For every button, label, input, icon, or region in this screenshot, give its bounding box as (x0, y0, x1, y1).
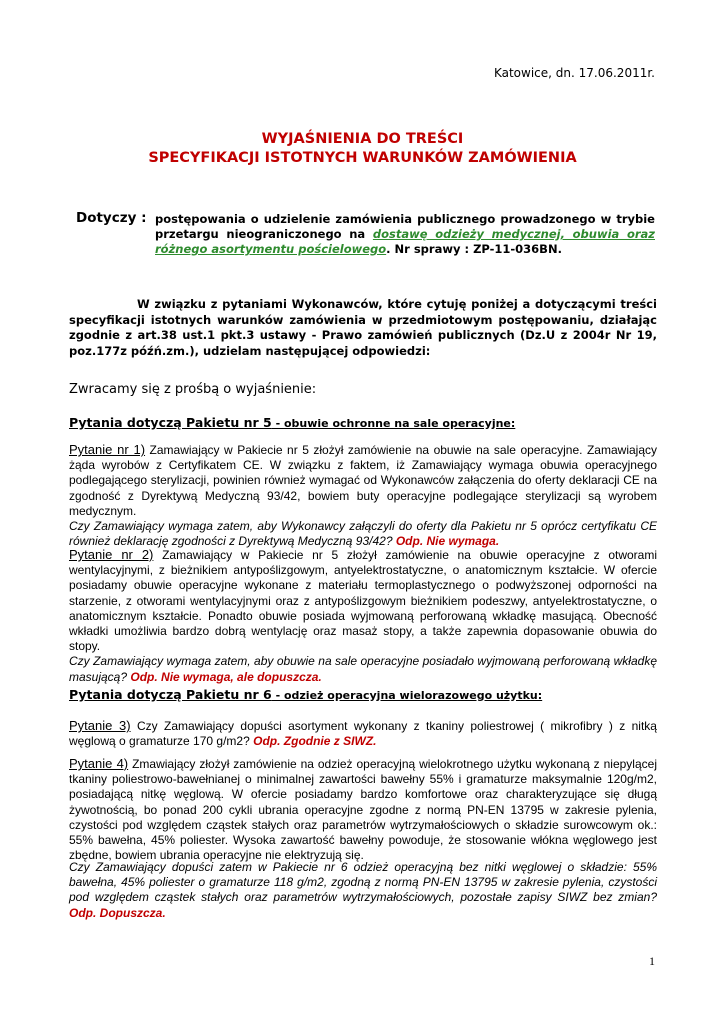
question-1-text: Zamawiający w Pakiecie nr 5 złożył zamówienie na obuwie na sale operacyjne. Zamawiający żąda wyrobów z Certyfikatem CE. W związku z faktem, iż Zamawiający wymaga obuwia operacyjnego podlegającego sterylizacji, powinien również wymagać od Wykonawców załączenia do oferty deklaracji CE na zgodność z Dyrektywą Medyczną 93/42, bowiem buty operacyjne podlegające sterylizacji są wyrobem medycznym. (69, 443, 657, 518)
subject-text-part1: postępowania o udzielenie zamówienia publicznego prowadzonego w trybie przetargu nieograniczonego na (155, 212, 655, 241)
title-line-2: SPECYFIKACJI ISTOTNYCH WARUNKÓW ZAMÓWIENIA (148, 150, 577, 166)
question-4-answer: Odp. Dopuszcza. (69, 905, 166, 920)
question-2-text: Zamawiający w Pakiecie nr 5 złożył zamówienie na obuwie operacyjne z otworami wentylacyjnymi, z bieżnikiem antypoślizgowym, antyelektrostatyczne, o anatomicznym kształcie. W ofercie posiadamy obuwie operacyjne wykonane z materiału termoplastycznego o podwyższonej odporności na starzenie, z otworami wentylacyjnymi oraz z antypoślizgowym bieżnikiem podeszwy, antyelektrostatyczne, o anatomicznym kształcie. Ponadto obuwie posiada wyjmowaną perforowaną wkładkę masującą. Obecność wkładki umożliwia bardzo dobrą wentylację oraz masaż stopy, a także zapewnia dopasowanie obuwia do stopy. (69, 548, 657, 654)
subject-label: Dotyczy : (76, 210, 147, 226)
section-6-subtitle: - odzież operacyjna wielorazowego użytku: (271, 689, 543, 702)
subject-text-part2: . Nr sprawy : ZP-11-036BN. (386, 242, 562, 256)
question-4-query: Czy Zamawiający dopuści zatem w Pakiecie nr 6 odzież operacyjną bez nitki węglowej o składzie: 55% bawełna, 45% poliester o gramaturze 118 g/m2, zgodną z normą PN-EN 13795 w zakresie pylenia, czystości pod względem cząstek stałych oraz parametrów wytrzymałościowych, pozostałe zapisy SIWZ bez zmian? (69, 860, 657, 905)
question-4-text: Zmawiający złożył zamówienie na odzież operacyjną wielokrotnego użytku wykonaną z niepylącej tkaniny poliestrowo-bawełnianej o minimalnej zawartości bawełny 55% i gramaturze maksymalnie 120g/m2, posiadającą nitkę węglową. W ofercie posiadamy bardzo komfortowe oraz charakteryzujące się długą żywotnością, bo ponad 200 cykli ubrania operacyjne zgodne z normą PN-EN 13795 w zakresie pylenia, czystości pod względem cząstek stałych oraz parametrów wytrzymałościowych o składzie surowcowym ok.: 55% bawełna, 45% poliester. Wysoka zawartość bawełny powoduje, że stosowanie włókna węglowego jest zbędne, bowiem ubrania operacyjne nie elektryzują się. (69, 757, 657, 863)
section-5-subtitle: - obuwie ochronne na sale operacyjne: (271, 417, 516, 430)
question-1-answer: Odp. Nie wymaga. (392, 534, 500, 549)
question-4 (69, 756, 657, 863)
question-4-query-block (69, 860, 657, 921)
intro-paragraph (69, 297, 657, 359)
question-4-label: Pytanie 4) (69, 756, 129, 771)
question-1-query: Czy Zamawiający wymaga zatem, aby Wykonawcy załączyli do oferty dla Pakietu nr 5 oprócz certyfikatu CE również deklarację zgodności z Dyrektywą Medyczną 93/42? (69, 519, 657, 549)
question-3 (69, 718, 657, 749)
question-2 (69, 547, 657, 685)
section-heading-pakiet-6 (69, 684, 542, 703)
document-title (0, 130, 725, 168)
page-number: 1 (649, 954, 655, 968)
question-2-query: Czy Zamawiający wymaga zatem, aby obuwie na sale operacyjne posiadało wyjmowaną perforowaną wkładkę masującą? (69, 654, 657, 684)
title-line-1: WYJAŚNIENIA DO TREŚCI (261, 131, 464, 147)
section-heading-pakiet-5 (69, 412, 515, 431)
question-1 (69, 442, 657, 549)
question-3-text: Czy Zamawiający dopuści asortyment wykonany z tkaniny poliestrowej ( mikrofibry ) z nitką węglową o gramaturze 170 g/m2? (69, 719, 657, 749)
section-5-title: Pytania dotyczą Pakietu nr 5 (69, 415, 272, 430)
question-2-answer: Odp. Nie wymaga, ale dopuszcza. (127, 669, 322, 684)
intro-text: W związku z pytaniami Wykonawców, które cytuję poniżej a dotyczącymi treści specyfikacji istotnych warunków zamówienia w przedmiotowym postępowaniu, działając zgodnie z art.38 ust.1 pkt.3 ustawy - Prawo zamówień publicznych (Dz.U z 2004r Nr 19, poz.177z późń.zm.), udzielam następującej odpowiedzi: (69, 297, 657, 358)
subject-highlight: dostawę odzieży medycznej, obuwia oraz różnego asortymentu pościelowego (155, 227, 655, 256)
question-3-answer: Odp. Zgodnie z SIWZ. (249, 734, 377, 749)
question-3-label: Pytanie 3) (69, 718, 131, 733)
request-line: Zwracamy się z prośbą o wyjaśnienie: (69, 382, 317, 397)
document-date: Katowice, dn. 17.06.2011r. (493, 66, 655, 80)
question-2-label: Pytanie nr 2) (69, 547, 154, 562)
section-6-title: Pytania dotyczą Pakietu nr 6 (69, 687, 272, 702)
question-1-label: Pytanie nr 1) (69, 442, 146, 457)
subject-text (155, 212, 655, 257)
